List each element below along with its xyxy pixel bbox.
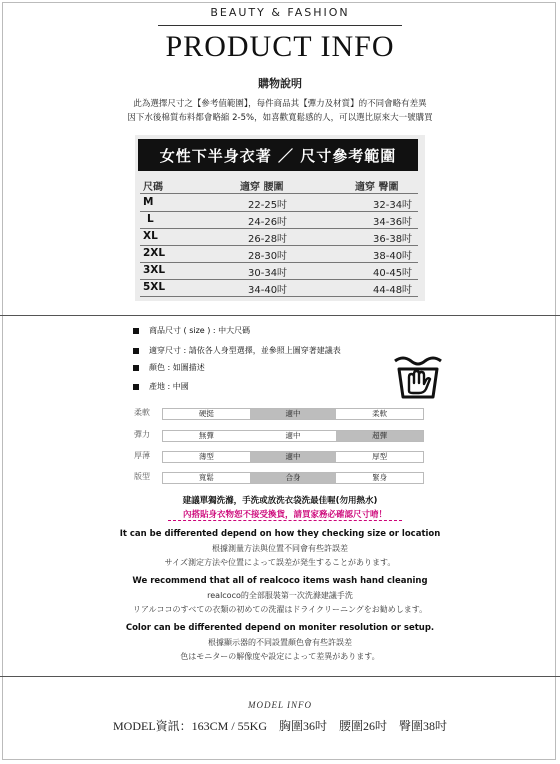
waist-cell: 30-34吋 — [248, 268, 288, 279]
product-bullet — [133, 345, 341, 356]
product-bullet — [133, 325, 250, 336]
wash-note-jp: リアルココのすべての衣類の初めての洗濯はドライクリーニングをお勧めします。 — [132, 605, 428, 614]
size-chart-heading: 女性下半身衣著 ／ 尺寸參考範圍 — [138, 139, 418, 171]
attribute-scale — [162, 472, 424, 484]
brand-divider — [158, 25, 402, 26]
wash-note-en: We recommend that all of realcoco items wash hand cleaning — [132, 576, 428, 586]
color-note-en: Color can be differented depend on moniter resolution or setup. — [125, 623, 435, 633]
size-row-divider — [140, 262, 418, 263]
attribute-option: 超彈 — [336, 431, 423, 441]
attribute-option: 合身 — [250, 473, 337, 483]
size-cell: L — [147, 213, 154, 225]
waist-cell: 28-30吋 — [248, 251, 288, 262]
brand-label: BEAUTY & FASHION — [210, 6, 350, 19]
attribute-scale — [162, 451, 424, 463]
size-row-divider — [140, 279, 418, 280]
size-chart-divider — [140, 193, 418, 194]
attribute-label: 版型 — [134, 472, 150, 481]
intimate-notice: 內搭貼身衣物恕不接受換貨，請買家務必確認尺寸唷！ — [168, 508, 402, 521]
attribute-scale — [162, 430, 424, 442]
hip-cell: 40-45吋 — [373, 268, 413, 279]
attribute-option: 薄型 — [198, 452, 214, 461]
size-cell: 2XL — [143, 247, 166, 259]
waist-cell: 26-28吋 — [248, 234, 288, 245]
waist-cell: 34-40吋 — [248, 285, 288, 296]
hand-wash-icon — [391, 347, 445, 401]
bullet-text: 產地 : 中國 — [149, 382, 189, 391]
hip-column-header: 適穿 臀圍 — [355, 182, 399, 193]
attribute-option: 厚型 — [372, 452, 388, 461]
size-cell: XL — [143, 230, 158, 242]
measure-note-en: It can be differented depend on how they checking size or location — [119, 529, 441, 539]
waist-cell: 24-26吋 — [248, 217, 288, 228]
waist-column-header: 適穿 腰圍 — [240, 182, 284, 193]
size-row-divider — [140, 296, 418, 297]
size-column-header: 尺碼 — [143, 182, 163, 193]
hip-cell: 36-38吋 — [373, 234, 413, 245]
size-cell: 5XL — [143, 281, 166, 293]
attribute-option: 適中 — [250, 409, 337, 419]
bullet-text: 顏色 : 如圖描述 — [149, 363, 205, 372]
page-subtitle: 購物說明 — [258, 77, 302, 90]
size-row-divider — [140, 245, 418, 246]
hip-cell: 38-40吋 — [373, 251, 413, 262]
attribute-label: 柔軟 — [134, 408, 150, 417]
measure-note-jp: サイズ測定方法や位置によって誤差が発生することがあります。 — [164, 558, 396, 567]
bullet-text: 適穿尺寸 : 請依各人身型選擇，並參照上圖穿著建議表 — [149, 346, 341, 355]
wash-notice: 建議單獨洗滌，手洗或放洗衣袋洗最佳喔(勿用熱水) — [182, 496, 378, 506]
wash-note-cn: realcoco的全部服裝第一次洗滌建議手洗 — [207, 591, 353, 600]
model-info-text: MODEL資訊：163CM / 55KG 胸圍36吋 腰圍26吋 臀圍38吋 — [112, 719, 447, 733]
measure-note-cn: 根據測量方法與位置不同會有些許誤差 — [212, 544, 348, 553]
size-row-divider — [140, 228, 418, 229]
attribute-option: 硬挺 — [198, 409, 214, 418]
intro-line-1: 此為選擇尺寸之【參考值範圍】，每件商品其【彈力及材質】的不同會略有差異 — [133, 99, 427, 109]
size-cell: 3XL — [143, 264, 166, 276]
model-info-title: MODEL INFO — [247, 700, 313, 710]
intro-line-2: 因下水後棉質布料都會略縮 2-5%，如喜歡寬鬆感的人，可以選比原來大一號購買 — [127, 113, 433, 123]
color-note-jp: 色はモニターの解像度や設定によって差異があります。 — [180, 652, 380, 661]
attribute-option: 無彈 — [198, 431, 214, 440]
attribute-option: 適中 — [250, 452, 337, 462]
attribute-option: 寬鬆 — [198, 473, 214, 482]
bullet-text: 商品尺寸 ( size ) : 中大尺碼 — [149, 326, 251, 335]
attribute-label: 彈力 — [134, 430, 150, 439]
section-divider — [0, 315, 560, 316]
attribute-option: 緊身 — [372, 473, 388, 482]
attribute-label: 厚薄 — [134, 451, 150, 460]
section-divider — [0, 676, 560, 677]
size-cell: M — [143, 196, 154, 208]
size-row-divider — [140, 211, 418, 212]
attribute-option: 適中 — [285, 431, 301, 440]
attribute-scale — [162, 408, 424, 420]
attribute-option: 柔軟 — [372, 409, 388, 418]
page-title: PRODUCT INFO — [165, 30, 395, 63]
color-note-cn: 根據顯示器的不同設置顏色會有些許誤差 — [208, 638, 352, 647]
hip-cell: 34-36吋 — [373, 217, 413, 228]
hip-cell: 32-34吋 — [373, 200, 413, 211]
product-bullet — [133, 362, 205, 373]
product-bullet — [133, 381, 189, 392]
waist-cell: 22-25吋 — [248, 200, 288, 211]
hip-cell: 44-48吋 — [373, 285, 413, 296]
